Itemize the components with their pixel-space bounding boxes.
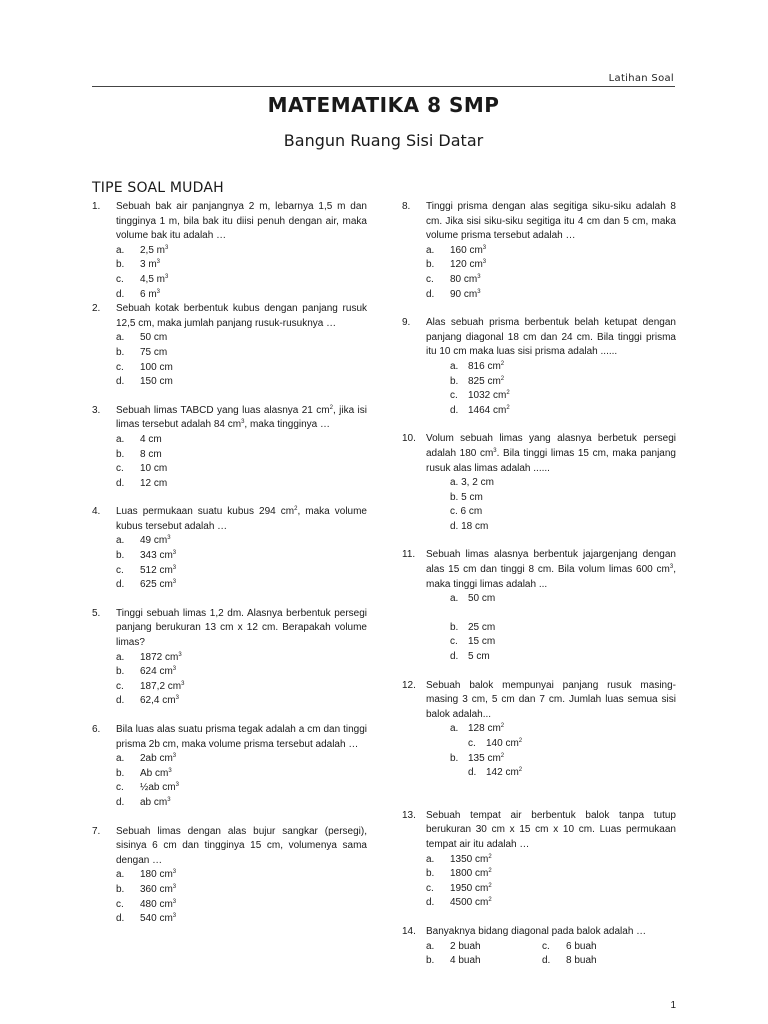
option-label: c. [426, 882, 434, 894]
question-5 [92, 607, 367, 709]
option [450, 635, 676, 650]
option-value: 187,2 $cm^3$ [140, 680, 185, 692]
question-9 [402, 316, 676, 418]
option-label: c. [426, 273, 434, 285]
option-label: d. [116, 477, 125, 489]
option-label: a. [426, 853, 435, 865]
option [116, 564, 367, 579]
option-label: d. [450, 404, 459, 416]
option [426, 273, 676, 288]
question-text: Sebuah tempat air berbentuk balok tanpa tutup berukuran 30 cm x 15 cm x 10 cm. Luas permukaan tempat air itu adalah … [426, 809, 676, 850]
option [426, 853, 676, 868]
option-label: a. [116, 535, 125, 547]
option-value: 2 buah [450, 940, 481, 952]
option-label: b. [116, 346, 125, 358]
option [116, 433, 367, 448]
option [116, 477, 367, 492]
question-text: Tinggi prisma dengan alas segitiga siku-siku adalah 8 cm. Jika sisi siku-siku segitiga itu 4 cm dan 5 cm, maka volume prisma tersebut adalah … [426, 201, 676, 242]
option-label: d. [426, 897, 435, 909]
option-value: 50 cm [468, 593, 496, 605]
option: a. 3, 2 cm [450, 477, 494, 489]
option-value: 540 $cm^3$ [140, 913, 177, 925]
option-value: 140 $cm^2$ [486, 738, 523, 749]
option-value: 3 $m^3$ [140, 259, 161, 271]
question-3 [92, 404, 367, 492]
option-value: 2ab $cm^3$ [140, 753, 177, 765]
option-label: d. [542, 955, 551, 967]
option-label: d. [116, 695, 125, 707]
option-label: c. [116, 680, 124, 692]
option-label: c. [116, 898, 124, 910]
question-number: 6. [92, 724, 101, 735]
option-label: b. [426, 868, 435, 880]
option-value: 12 cm [140, 477, 168, 489]
option [116, 796, 367, 811]
option-value: ab $cm^3$ [140, 796, 171, 808]
question-text: Sebuah balok mempunyai panjang rusuk masing-masing 3 cm, 5 cm dan 7 cm. Jumlah luas semua sisi balok adalah... [426, 679, 676, 720]
page-subtitle: Bangun Ruang Sisi Datar [283, 131, 484, 150]
option-value: 180 $cm^3$ [140, 869, 177, 881]
option-value: 10 cm [140, 463, 168, 475]
right-column [402, 200, 676, 969]
page-title: MATEMATIKA 8 SMP [267, 93, 500, 117]
option-value: 49 $cm^3$ [140, 535, 171, 547]
section-heading: TIPE SOAL MUDAH [92, 180, 224, 196]
question-text: Luas permukaan suatu kubus 294 $cm^2$, maka volume kubus tersebut adalah … [116, 506, 367, 532]
question-number: 8. [402, 201, 411, 212]
option-label: c. [116, 361, 124, 373]
option-value: 1800 $cm^2$ [450, 868, 492, 880]
option-value: 1872 $cm^3$ [140, 651, 182, 663]
option-label: b. [116, 550, 125, 562]
option-label: d. [116, 288, 125, 300]
option-value: 1950 $cm^2$ [450, 882, 492, 894]
option-value: 816 $cm^2$ [468, 360, 505, 372]
option-label: b. [426, 259, 435, 271]
option-label: a. [116, 244, 125, 256]
option [116, 549, 367, 564]
question-14 [402, 925, 676, 969]
question-text: Alas sebuah prisma berbentuk belah ketupat dengan panjang diagonal 18 cm dan 24 cm. Bila tinggi prisma itu 10 cm maka luas sisi prisma adalah ...... [426, 317, 676, 358]
question-12 [402, 679, 676, 781]
option-value: 624 $cm^3$ [140, 666, 177, 678]
option-label: b. [116, 767, 125, 779]
option-label: d. [426, 288, 435, 300]
option-value: 128 $cm^2$ [468, 723, 505, 735]
option-value: 80 $cm^3$ [450, 273, 481, 285]
option-label: a. [116, 753, 125, 765]
option [450, 389, 676, 404]
question-number: 11. [402, 549, 416, 561]
option [450, 592, 676, 607]
option-value: 120 $cm^3$ [450, 259, 487, 271]
option-value: 2,5 $m^3$ [140, 244, 169, 256]
option [116, 752, 367, 767]
option [116, 883, 367, 898]
question-text: Sebuah limas dengan alas bujur sangkar (persegi), sisinya 6 cm dan tingginya 15 cm, volumenya sama dengan … [116, 825, 367, 866]
option [426, 244, 676, 259]
option-value: 343 $cm^3$ [140, 550, 177, 562]
question-number: 12. [402, 679, 416, 691]
option [116, 578, 367, 593]
question-10 [402, 432, 676, 534]
option-label: a. [116, 332, 125, 344]
option [116, 244, 367, 259]
option [450, 752, 676, 767]
question-text: Sebuah kotak berbentuk kubus dengan panjang rusuk 12,5 cm, maka jumlah panjang rusuk-rusuknya … [116, 303, 367, 329]
option-label: b. [450, 752, 459, 764]
option-grid [426, 940, 676, 969]
header-label: Latihan Soal [608, 73, 674, 84]
option-label: a. [426, 940, 435, 952]
option-label: b. [450, 375, 459, 387]
question-11 [402, 548, 676, 664]
option-label: a. [116, 433, 125, 445]
option-label: c. [116, 564, 124, 576]
option [450, 404, 676, 419]
option-label: a. [450, 593, 459, 605]
option [116, 462, 367, 477]
question-number: 13. [402, 809, 416, 821]
option [116, 375, 367, 390]
option [450, 375, 676, 390]
option-value: 8 cm [140, 448, 162, 460]
option [426, 882, 676, 897]
option-label: a. [450, 360, 459, 372]
option [116, 258, 367, 273]
option [116, 651, 367, 666]
option [116, 680, 367, 695]
option [116, 694, 367, 709]
question-number: 4. [92, 506, 101, 518]
option: d. 18 cm [450, 520, 489, 532]
question-number: 2. [92, 303, 101, 315]
left-column [92, 200, 367, 927]
question-text: Banyaknya bidang diagonal pada balok adalah … [426, 925, 647, 937]
option-value: 50 cm [140, 332, 168, 344]
option-value: 1464 $cm^2$ [468, 404, 510, 416]
option-label: d. [116, 579, 125, 591]
option [468, 737, 676, 752]
option-value: 4500 $cm^2$ [450, 897, 492, 909]
option-value: 4 buah [450, 955, 481, 967]
option-value: 6 $m^3$ [140, 288, 161, 300]
option-label: d. [450, 651, 459, 663]
option-value: 75 cm [140, 346, 168, 358]
question-7 [92, 825, 367, 927]
question-text: Volum sebuah limas yang alasnya berbetuk persegi adalah 180 $cm^3$. Bila tinggi limas 15 cm, maka panjang rusuk alas limas adalah ...... [426, 433, 676, 474]
option [116, 361, 367, 376]
question-number: 10. [402, 433, 416, 445]
option-label: d. [116, 913, 125, 925]
question-4 [92, 505, 367, 593]
option [116, 665, 367, 680]
option [116, 781, 367, 796]
option-label: b. [116, 448, 125, 460]
option-value: 1350 $cm^2$ [450, 853, 492, 865]
option [450, 621, 676, 636]
option-label: b. [116, 666, 125, 678]
option-label: b. [426, 955, 435, 967]
option-label: c. [116, 463, 124, 475]
option-label: b. [116, 259, 125, 271]
question-number: 9. [402, 317, 411, 329]
option-label: c. [542, 940, 550, 952]
option-value: 512 $cm^3$ [140, 564, 177, 576]
option-label: c. [450, 636, 458, 648]
option [116, 273, 367, 288]
option-label: a. [116, 651, 125, 663]
option-value: 480 $cm^3$ [140, 898, 177, 910]
option-value: 142 $cm^2$ [486, 767, 523, 779]
option-value: 825 $cm^2$ [468, 375, 505, 387]
option-label: c. [116, 273, 124, 285]
option [468, 766, 676, 781]
option [450, 360, 676, 375]
option-value: 25 cm [468, 621, 496, 633]
option-value: 4,5 $m^3$ [140, 273, 169, 285]
question-text: Tinggi sebuah limas 1,2 dm. Alasnya berbentuk persegi panjang berukuran 13 cm x 12 cm. Berapakah volume limas? [116, 607, 367, 649]
option-value: 62,4 $cm^3$ [140, 695, 179, 707]
option-value: 135 $cm^2$ [468, 752, 505, 764]
option-value: 1032 $cm^2$ [468, 390, 510, 402]
option-value: 15 cm [468, 636, 496, 648]
option-value: 5 cm [468, 651, 490, 663]
option-value: 100 cm [140, 361, 173, 373]
question-text: Sebuah limas TABCD yang luas alasnya 21 $cm^2$, jika isi limas tersebut adalah 84 $cm^3$, maka tingginya … [116, 404, 367, 431]
option-label: d. [468, 767, 477, 779]
option-label: b. [116, 883, 125, 895]
option [426, 258, 676, 273]
option-value: Ab $cm^3$ [140, 767, 172, 779]
option [116, 767, 367, 782]
option: b. 5 cm [450, 491, 483, 503]
option-value: 6 buah [566, 940, 597, 952]
question-2 [92, 302, 367, 390]
question-text: Bila luas alas suatu prisma tegak adalah a cm dan tinggi prisma 2b cm, maka volume prisma tersebut adalah … [116, 724, 367, 750]
option-label: a. [426, 244, 435, 256]
option-label: c. [450, 390, 458, 402]
question-number: 5. [92, 607, 101, 619]
question-8 [402, 200, 676, 302]
option [116, 912, 367, 927]
option-label: c. [468, 738, 476, 749]
question-number: 7. [92, 825, 101, 837]
option-value: 625 $cm^3$ [140, 579, 177, 591]
option-label: d. [116, 376, 125, 388]
option-label: d. [116, 796, 125, 808]
option [426, 288, 676, 303]
option-label: a. [450, 723, 459, 735]
option-value: 90 $cm^3$ [450, 288, 481, 300]
option-label: b. [450, 621, 459, 633]
option [116, 534, 367, 549]
option: c. 6 cm [450, 506, 483, 518]
option-value: 160 $cm^3$ [450, 244, 487, 256]
option [116, 346, 367, 361]
question-text: Sebuah limas alasnya berbentuk jajargenjang dengan alas 15 cm dan tinggi 8 cm. Bila volum limas 600 $cm^3$, maka tinggi limas adalah ... [426, 549, 676, 590]
option [450, 722, 676, 737]
question-number: 14. [402, 925, 416, 937]
question-number: 3. [92, 404, 101, 416]
option [426, 867, 676, 882]
option-value: 8 buah [566, 955, 597, 967]
option [116, 448, 367, 463]
option-value: 360 $cm^3$ [140, 883, 177, 895]
option [426, 896, 676, 911]
question-number: 1. [92, 201, 101, 212]
header-divider [92, 86, 675, 87]
option [116, 288, 367, 303]
option [116, 868, 367, 883]
option-label: c. [116, 782, 124, 794]
question-13 [402, 809, 676, 911]
option-value: ½ab $cm^3$ [140, 782, 179, 794]
question-6 [92, 723, 367, 811]
option [450, 650, 676, 665]
option-value: 150 cm [140, 376, 173, 388]
page-number: 1 [670, 1000, 676, 1011]
option-value: 4 cm [140, 433, 162, 445]
option [116, 898, 367, 913]
option-label: a. [116, 869, 125, 881]
question-text: Sebuah bak air panjangnya 2 m, lebarnya 1,5 m dan tingginya 1 m, bila bak itu diisi penuh dengan air, maka volume bak itu adalah … [116, 201, 367, 242]
option [116, 331, 367, 346]
question-1 [92, 200, 367, 302]
